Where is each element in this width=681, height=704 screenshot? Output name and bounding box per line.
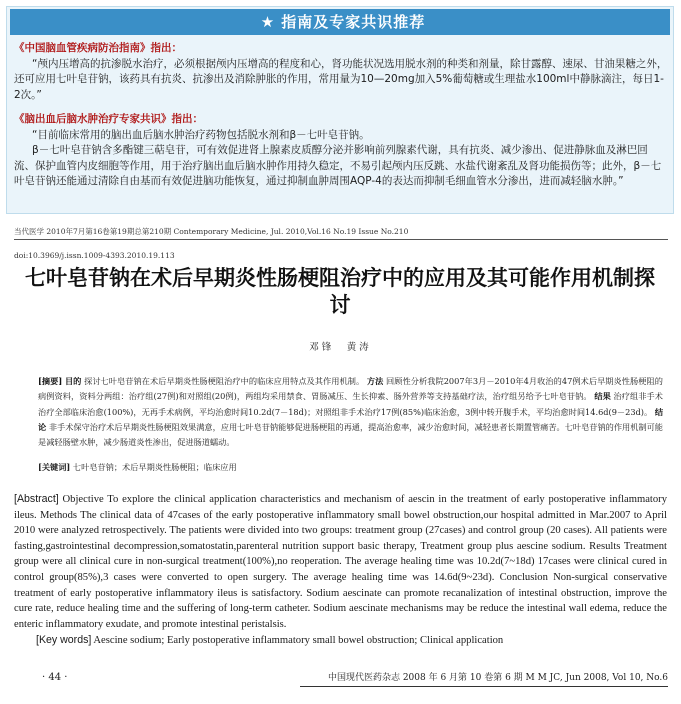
abstract-label: [摘要]	[38, 376, 63, 386]
en-keywords-label: [Key words]	[36, 634, 92, 646]
paper-title: 七叶皂苷钠在术后早期炎性肠梗阻治疗中的应用及其可能作用机制探讨	[25, 265, 655, 317]
method-text: 回顾性分析我院2007年3月－2010年4月收治的47例术后早期炎性肠梗阻的病例资料，资料分两组：治疗组(27例)和对照组(20例)，两组均采用禁食、胃肠减压、生长抑素、肠外营养等支持基础疗法，治疗组另给予七叶皂苷钠。	[38, 376, 663, 402]
keywords-label: [关键词]	[38, 462, 71, 472]
objective-text: 探讨七叶皂苷钠在术后早期炎性肠梗阻治疗中的临床应用特点及其作用机制。	[84, 376, 365, 386]
authors: 邓锋 黄涛	[309, 342, 372, 353]
star-icon: ★	[260, 13, 276, 31]
en-keywords-text: Aescine sodium; Early postoperative inflammatory small bowel obstruction; Clinical application	[91, 635, 504, 646]
guideline-1-title: 《中国脑血管疾病防治指南》指出：	[14, 42, 182, 54]
recommendation-banner	[10, 9, 670, 35]
english-abstract	[14, 492, 667, 632]
objective-label: 目的	[64, 376, 82, 386]
journal-meta: 当代医学 2010年7月第16卷第19期总第210期 Contemporary Medicine, Jul. 2010,Vol.16 No.19 Issue No.210	[14, 226, 668, 240]
page-number: · 44 ·	[42, 672, 68, 683]
en-abstract-text: Objective To explore the clinical application characteristics and mechanism of aescin in the treatment of early postoperative inflammatory ileus. Methods The clinical data of 47cases of the early postoperative inflammatory small bowel obstruction,our hospital admitted in Mar.2007 to April 2010 were analyzed retrospectively. The patients were divided into two groups: treatment group (27cases) and control group (20 cases). All patients were fasting,gastrointestinal decompression,somatostatin,parenteral nutrition support basic therapy, Treatment group plus aescine sodium. Results Treatment group were all clinical cure in non-surgical treatment(100%),no reoperation. The average healing time was 10.2d(7~18d) 17cases were clinical cured in control group(85%),3 cases were converted to open surgery. The average healing time was 14.6d(9~23d). Conclusion Non-surgical conservative treatment of early postoperative inflammatory ileus is satisfactory. Sodium aescinate can promote recanalization of intestinal obstruction, improve the cure rate, reduce healing time and the suffering of long-term catheter. Sodium aescinate mechanisms may be reduce the intestinal wall edema, reduce the enteric inflammatory exudate, and promote intestinal peristalsis.	[14, 494, 667, 630]
conclusion-label: 结论	[38, 406, 664, 432]
journal-footer: 中国现代医药杂志 2008 年 6 月第 10 卷第 6 期 M M JC, Jun 2008, Vol 10, No.6	[300, 670, 668, 687]
result-text: 治疗组非手术治疗全部临床治愈(100%)，无再手术病例，平均治愈时间10.2d(7－18d)；对照组非手术治疗17例(85%)临床治愈，3例中转开腹手术，平均治愈时间14.6d(9－23d)。	[38, 391, 663, 417]
chinese-abstract	[38, 374, 663, 450]
guideline-2-title: 《脑出血后脑水肿治疗专家共识》指出：	[14, 113, 203, 125]
guideline-1-text: “颅内压增高的抗渗脱水治疗，必须根据颅内压增高的程度和心，肾功能状况选用脱水剂的种类和剂量，除甘露醇、速尿、甘油果糖之外，还可应用七叶皂苷钠，该药具有抗炎、抗渗出及消除肿胀的作用，常用量为10—20mg加入5%葡萄糖或生理盐水100ml中静脉滴注，每日1-2次。”	[14, 57, 668, 101]
chinese-keywords	[38, 462, 237, 473]
conclusion-text: 非手术保守治疗术后早期炎性肠梗阻效果满意，应用七叶皂苷钠能够促进肠梗阻的再通，提高治愈率，减少治愈时间，减轻患者长期置管痛苦。七叶皂苷钠的作用机制可能是减轻肠壁水肿，减少肠道炎性渗出，促进肠道蠕动。	[38, 421, 663, 448]
banner-title: 指南及专家共识推荐	[281, 13, 426, 31]
method-label: 方法	[366, 376, 384, 386]
keywords-text: 七叶皂苷钠；术后早期炎性肠梗阻；临床应用	[72, 462, 237, 472]
guideline-2-text: β－七叶皂苷钠含多酯键三萜皂苷，可有效促进肾上腺素皮质醇分泌并影响前列腺素代谢，具有抗炎、减少渗出、促进静脉血及淋巴回流、保护血管内皮细胞等作用，用于治疗脑出血后脑水肿作用持久稳定，不易引起颅内压反跳、水盐代谢紊乱及肾功能损伤等；此外，β－七叶皂苷钠还能通过清除自由基而有效促进脑功能恢复，通过抑制血肿周围AQP-4的表达而抑制毛细血管水分渗出，进而减轻脑水肿。”	[14, 144, 662, 187]
guideline-2	[14, 112, 668, 190]
english-keywords	[36, 634, 503, 646]
doi: doi:10.3969/j.issn.1009-4393.2010.19.113	[14, 251, 175, 260]
en-abstract-label: [Abstract]	[14, 493, 59, 505]
guideline-1	[14, 41, 668, 103]
result-label: 结果	[594, 391, 611, 402]
guideline-2-quote: “目前临床常用的脑出血后脑水肿治疗药物包括脱水剂和β－七叶皂苷钠。	[32, 128, 370, 141]
